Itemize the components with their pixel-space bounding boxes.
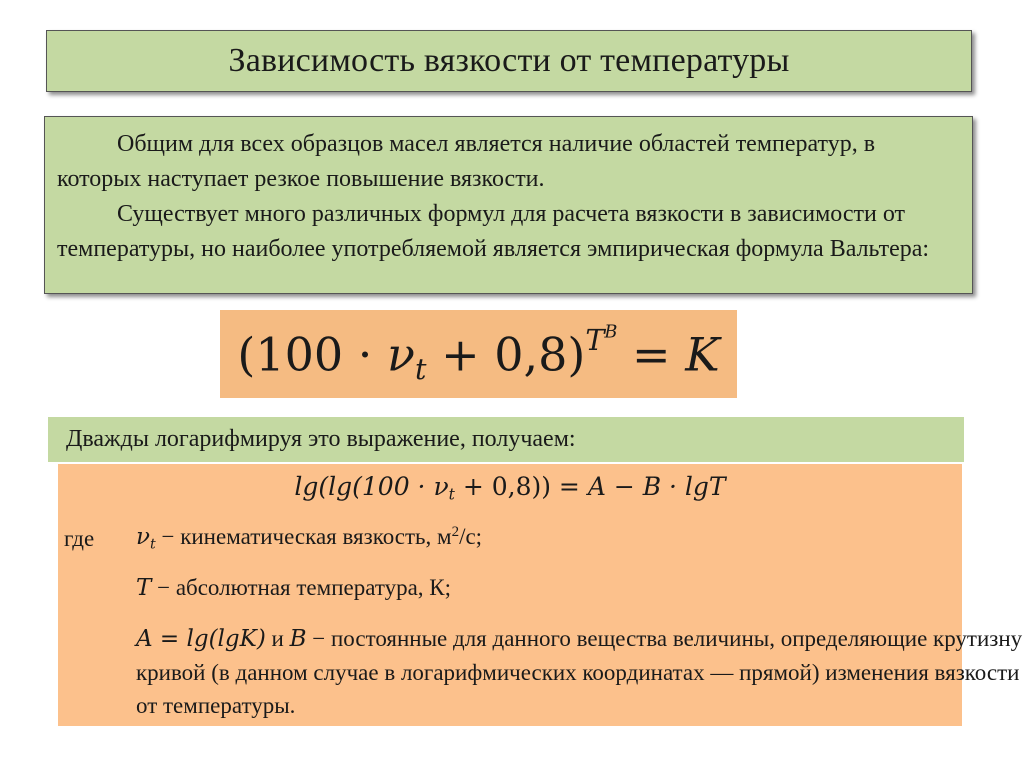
log-intro-box	[48, 417, 964, 462]
walther-lhs-rest: + 0,8)	[426, 326, 586, 381]
intro-paragraph-1: Общим для всех образцов масел является наличие областей температур, в которых наступает резкое повышение вязкости.	[57, 131, 876, 192]
constants-formula: A = lg(lgK)	[136, 626, 266, 652]
temperature-symbol: T	[136, 575, 152, 601]
intro-text-box	[44, 116, 973, 294]
viscosity-symbol-sub: t	[149, 536, 156, 553]
walther-formula	[220, 310, 737, 398]
log-formula-nu: ν	[433, 472, 449, 501]
walther-rhs: K	[685, 326, 720, 381]
viscosity-symbol: ν	[136, 524, 150, 551]
walther-exponent	[585, 324, 617, 357]
walther-nu-sub: t	[415, 352, 427, 386]
walther-exp-b: B	[604, 322, 618, 343]
where-label: где	[64, 526, 95, 551]
definition-temperature	[136, 575, 1024, 601]
log-formula-nu-sub: t	[448, 485, 455, 504]
viscosity-unit-rest: /с;	[459, 524, 483, 550]
slide-title	[46, 30, 972, 92]
constants-and: и	[265, 626, 290, 651]
viscosity-description: − кинематическая вязкость, м	[155, 524, 452, 550]
log-formula-part1: lg(lg(100 ·	[294, 472, 434, 501]
constants-description: − постоянные для данного вещества величины, определяющие крутизну кривой (в данном случае в логарифмических координатах — прямой) изменения вязкости от температуры.	[136, 626, 1023, 718]
walther-lhs-open: (100 ·	[237, 326, 388, 381]
walther-formula-expression	[237, 323, 719, 386]
walther-nu: ν	[387, 326, 416, 381]
definition-constants	[136, 622, 1024, 722]
constants-symbol: B	[289, 626, 307, 652]
log-formula-rhs: A − B · lgT	[587, 472, 726, 501]
intro-paragraph-2: Существует много различных формул для расчета вязкости в зависимости от температуры, но наиболее употребляемой является эмпирическая формула Вальтера:	[57, 201, 930, 262]
viscosity-unit-sup: 2	[451, 524, 460, 540]
temperature-description: − абсолютная температура, К;	[151, 575, 452, 600]
slide-title-text: Зависимость вязкости от температуры	[228, 42, 790, 79]
walther-equals: =	[617, 326, 686, 381]
log-intro-text: Дважды логарифмируя это выражение, получаем:	[66, 426, 576, 452]
definition-viscosity	[136, 524, 1024, 552]
definitions-box	[58, 464, 1023, 726]
log-formula-part2: + 0,8)) =	[454, 472, 588, 501]
log-formula	[58, 472, 962, 504]
walther-exp-t: T	[585, 323, 605, 357]
